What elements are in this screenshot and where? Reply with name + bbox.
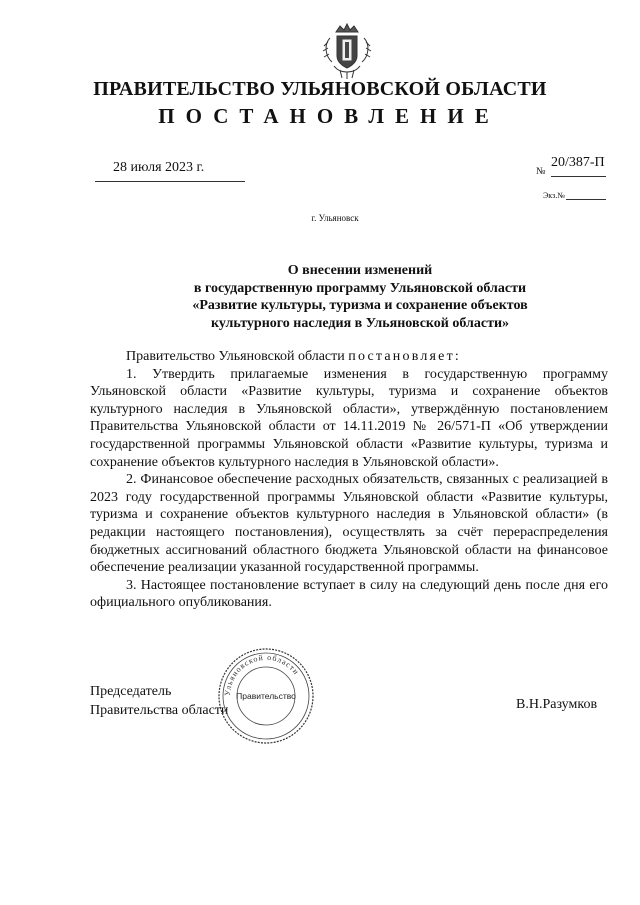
paragraph-2: 2. Финансовое обеспечение расходных обязательств, связанных с реализацией в 2023 году государственной программы Ульяновской области «Развитие культуры, туризма и сохранение объектов культурного наследия в Ульяновской области» (в редакции настоящего постановления), осуществлять за счёт перераспределения бюджетных ассигнований областного бюджета Ульяновской области на финансовое обеспечение реализации указанной государственной программы.: [90, 472, 608, 576]
government-name: ПРАВИТЕЛЬСТВО УЛЬЯНОВСКОЙ ОБЛАСТИ: [93, 78, 547, 100]
document-body: [90, 348, 608, 612]
intro-paragraph: [90, 348, 608, 366]
document-type: ПОСТАНОВЛЕНИЕ: [158, 104, 500, 128]
copy-number-label: Экз.№: [543, 191, 565, 200]
document-date: 28 июля 2023 г.: [113, 160, 205, 175]
position-line: Председатель: [90, 684, 172, 699]
intro-prefix: Правительство Ульяновской области: [126, 349, 349, 364]
signatory-position: [90, 682, 228, 720]
number-label: №: [536, 166, 546, 177]
number-underline: [551, 176, 606, 177]
stamp-ring-text: Ульяновской области: [222, 652, 302, 697]
intro-suffix: :: [454, 349, 459, 364]
paragraph-3: 3. Настоящее постановление вступает в силу на следующий день после дня его официального опубликования.: [90, 577, 608, 611]
document-subject: [130, 262, 590, 332]
subject-line: О внесении изменений: [287, 263, 433, 278]
copy-number-underline: [566, 199, 606, 200]
signatory-name: В.Н.Разумков: [516, 697, 598, 712]
document-number: 20/387-П: [551, 155, 605, 170]
coat-of-arms-icon: [322, 22, 372, 80]
paragraph-1: 1. Утвердить прилагаемые изменения в государственную программу Ульяновской области «Развитие культуры, туризма и сохранение объектов культурного наследия в Ульяновской области», утверждённую постановлением Правительства Ульяновской области от 14.11.2019 № 26/571-П «Об утверждении государственной программы Ульяновской области «Развитие культуры, туризма и сохранение объектов культурного наследия в Ульяновской области».: [90, 366, 608, 470]
date-underline: [95, 181, 245, 182]
subject-line: в государственную программу Ульяновской области: [193, 280, 527, 296]
subject-line: культурного наследия в Ульяновской области»: [210, 315, 510, 331]
city: г. Ульяновск: [311, 213, 359, 223]
official-stamp-icon: [216, 646, 316, 746]
svg-text:Ульяновской области: [223, 653, 301, 696]
subject-line: «Развитие культуры, туризма и сохранение объектов: [192, 298, 528, 313]
position-line: Правительства области: [90, 703, 229, 718]
stamp-center-text: Правительство: [236, 691, 296, 701]
intro-resolves: постановляет: [348, 349, 455, 364]
